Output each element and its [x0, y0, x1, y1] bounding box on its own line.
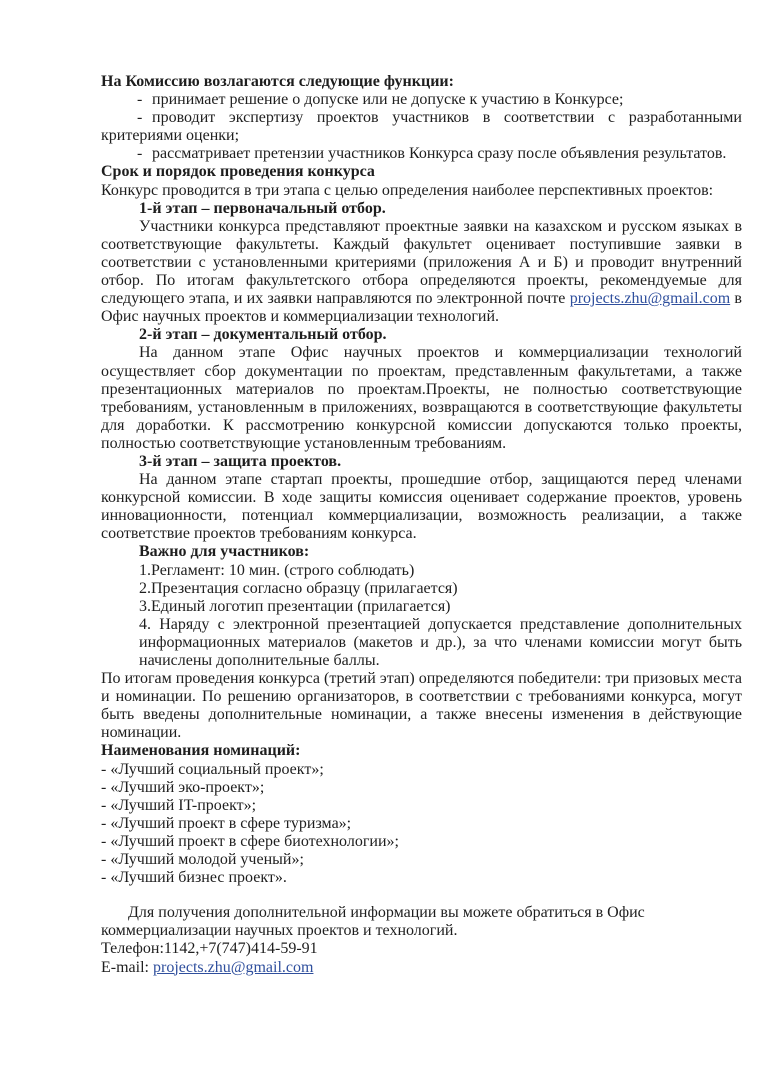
function-list-item-3	[101, 145, 742, 163]
stage1-text-after-link: в Офис научных проектов и коммерциализации технологий.	[101, 290, 742, 326]
stage2-paragraph: На данном этапе Офис научных проектов и коммерциализации технологий осуществляет сбор документации по проектам, представленным факультетами, а также презентационных материалов по проектам.Проекты, не полностью соответствующие требованиям, установленным в приложениях, возвращаются в соответствующие факультеты для доработки. К рассмотрению конкурсной комиссии допускаются только проекты, полностью соответствующие установленным требованиям.	[101, 344, 742, 452]
terms-heading: Срок и порядок проведения конкурса	[101, 163, 375, 181]
results-paragraph: По итогам проведения конкурса (третий этап) определяются победители: три призовых места и номинации. По решению организаторов, в соответствии с требованиями конкурса, могут быть введены дополнительные номинации, а также внесены изменения в действующие номинации.	[101, 670, 742, 742]
stage1-paragraph	[101, 218, 742, 327]
stage1-heading: 1-й этап – первоначальный отбор.	[139, 199, 386, 217]
phone-line: Телефон:1142,+7(747)414-59-91	[101, 940, 318, 958]
nomination-item-4: - «Лучший проект в сфере туризма»;	[101, 814, 352, 832]
dash-bullet: -	[137, 109, 143, 127]
dash-bullet: -	[137, 91, 143, 109]
stage3-paragraph: На данном этапе стартап проекты, прошедшие отбор, защищаются перед членами конкурсной комиссии. В ходе защиты комиссия оценивает содержание проектов, уровень инновационности, потенциал коммерциализации, возможность реализации, а также соответствие проектов требованиям конкурса.	[101, 471, 742, 543]
terms-intro: Конкурс проводится в три этапа с целью определения наиболее перспективных проектов:	[101, 181, 714, 199]
email-label: E-mail:	[101, 958, 153, 976]
important-item-3: 3.Единый логотип презентации (прилагается)	[139, 597, 451, 615]
important-item-1: 1.Регламент: 10 мин. (строго соблюдать)	[139, 561, 415, 579]
nominations-heading: Наименования номинаций:	[101, 742, 301, 760]
function-list-item-2	[101, 109, 742, 145]
nomination-item-2: - «Лучший эко-проект»;	[101, 778, 265, 796]
important-item-4: 4. Наряду с электронной презентацией допускается представление дополнительных информационных материалов (макетов и др.), за что членами комиссии могут быть начислены дополнительные баллы.	[139, 615, 742, 669]
nomination-item-1: - «Лучший социальный проект»;	[101, 760, 324, 778]
nomination-item-3: - «Лучший IT-проект»;	[101, 796, 257, 814]
email-line	[101, 959, 742, 977]
nomination-item-5: - «Лучший проект в сфере биотехнологии»;	[101, 832, 399, 850]
contact-email-link[interactable]: projects.zhu@gmail.com	[152, 958, 314, 976]
function-item-text: рассматривает претензии участников Конкурса сразу после объявления результатов.	[152, 145, 727, 163]
nomination-item-6: - «Лучший молодой ученый»;	[101, 851, 304, 869]
function-list-item-1	[101, 91, 742, 109]
function-item-text: проводит экспертизу проектов участников в соответствии с разработанными критериями оценки;	[101, 109, 742, 145]
stage2-heading: 2-й этап – документальный отбор.	[139, 326, 387, 344]
nomination-item-7: - «Лучший бизнес проект».	[101, 869, 287, 887]
important-heading: Важно для участников:	[139, 543, 310, 561]
projects-email-link[interactable]: projects.zhu@gmail.com	[569, 290, 731, 308]
functions-heading: На Комиссию возлагаются следующие функции:	[101, 73, 454, 90]
stage1-text-before-link: Участники конкурса представляют проектные заявки на казахском и русском языках в соответствующие факультеты. Каждый факультет оценивает поступившие заявки в соответствии с установленными критериями (приложения А и Б) и проводит внутренний отбор. По итогам факультетского отбора определяются проекты, рекомендуемые для следующего этапа, и их заявки направляются по электронной почте	[101, 217, 742, 308]
contact-paragraph: Для получения дополнительной информации вы можете обратиться в Офис коммерциализации научных проектов и технологий.	[101, 904, 645, 940]
dash-bullet: -	[137, 145, 143, 163]
function-item-text: принимает решение о допуске или не допуске к участию в Конкурсе;	[152, 91, 624, 109]
important-item-2: 2.Презентация согласно образцу (прилагается)	[139, 579, 458, 597]
blank-line	[101, 887, 742, 904]
stage3-heading: 3-й этап – защита проектов.	[139, 452, 342, 470]
